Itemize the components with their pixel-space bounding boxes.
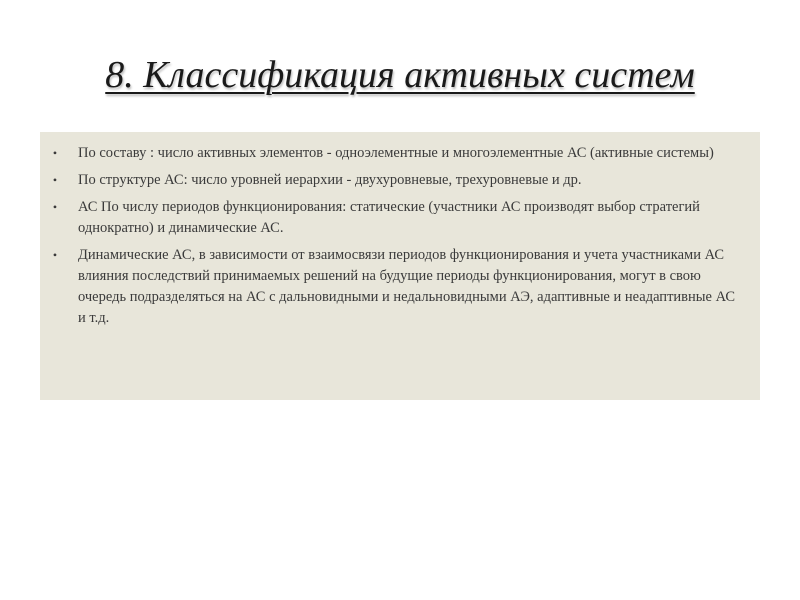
bullet-marker: • <box>52 200 58 214</box>
slide-title: 8. Классификация активных систем <box>105 54 695 96</box>
bullet-list <box>52 143 740 329</box>
bullet-item <box>52 143 740 164</box>
bullet-item <box>52 197 740 239</box>
bullet-text: Динамические АС, в зависимости от взаимосвязи периодов функционирования и учета участниками АС влияния последствий принимаемых решений на будущие периоды функционирования, могут в свою очередь подразделяться на АС с дальновидными и недальновидными АЭ, адаптивные и неадаптивные АС и т.д. <box>78 247 735 326</box>
bullet-text: По структуре АС: число уровней иерархии - двухуровневые, трехуровневые и др. <box>78 172 582 188</box>
bullet-text: По составу : число активных элементов - одноэлементные и многоэлементные АС (активные системы) <box>78 145 714 161</box>
bullet-marker: • <box>52 248 58 262</box>
bullet-item <box>52 245 740 329</box>
bullet-marker: • <box>52 146 58 160</box>
bullet-marker: • <box>52 173 58 187</box>
bullet-text: АС По числу периодов функционирования: статические (участники АС производят выбор стратегий однократно) и динамические АС. <box>78 199 700 236</box>
bullet-item <box>52 170 740 191</box>
content-box <box>40 132 760 400</box>
